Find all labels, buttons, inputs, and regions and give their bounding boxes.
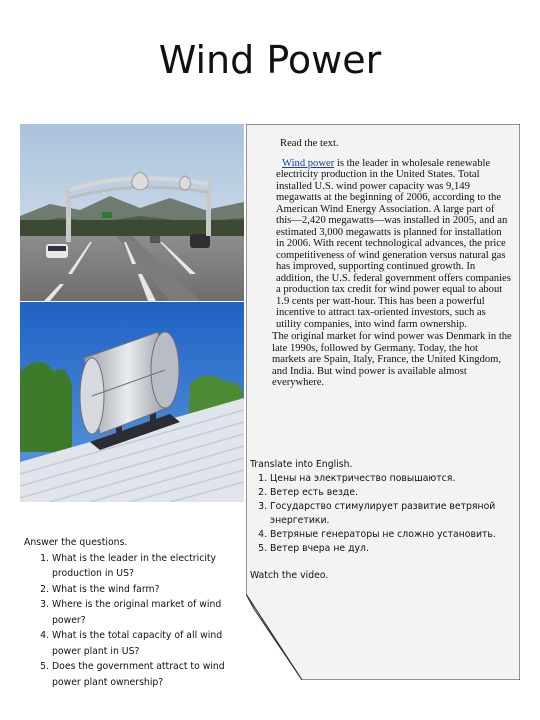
questions-heading: Answer the questions. [24, 537, 128, 548]
highway-wind-turbine-photo [20, 124, 244, 301]
reading-paragraph-2: The original market for wind power was Denmark in the late 1990s, followed by Germany. Today, the hot markets are Spain, Italy, France, the United Kingdom, and India. But wind power is available almost everywhere. [272, 331, 512, 388]
translate-item: 1. Цены на электричество повышаются. [270, 472, 518, 486]
page-title: Wind Power [158, 38, 382, 82]
translate-section [250, 458, 518, 556]
translate-item: 3. Государство стимулирует развитие ветряной энергетики. [270, 500, 518, 528]
question-item: 4. What is the total capacity of all wind power plant in US? [52, 628, 232, 659]
translate-list [250, 472, 518, 556]
translate-item: 4. Ветряные генераторы не сложно установить. [270, 528, 518, 542]
translate-heading: Translate into English. [250, 459, 353, 470]
translate-item: 2. Ветер есть везде. [270, 486, 518, 500]
question-item: 3. Where is the original market of wind power? [52, 597, 232, 628]
paragraph-1-text: is the leader in wholesale renewable electricity production in the United States. Total installed U.S. wind power capacity was 9,149 megawatts at the beginning of 2006, according to the American Wind Energy Association. A large part of this—2,420 megawatts—was installed in 2005, and an estimated 3,000 megawatts is planned for installation in 2006. With recent technological advances, the price competitiveness of wind generation versus natural gas has improved, supporting continued growth. In addition, the U.S. federal government offers companies a production tax credit for wind power equal to about 1.9 cents per watt-hour. This has been a powerful incentive to attract tax-oriented investors, such as utility companies, into wind farm ownership. [276, 157, 511, 330]
reading-paragraph-1 [276, 158, 512, 331]
reading-instruction: Read the text. [280, 138, 339, 149]
questions-list [24, 551, 232, 691]
wind-power-link[interactable]: Wind power [282, 157, 335, 169]
question-item: 1. What is the leader in the electricity production in US? [52, 551, 232, 582]
reading-text [272, 138, 512, 390]
reading-note [246, 124, 520, 680]
question-item: 5. Does the government attract to wind power plant ownership? [52, 659, 232, 690]
roof-wind-turbine-photo [20, 302, 244, 502]
question-item: 2. What is the wind farm? [52, 582, 232, 598]
watch-video-text[interactable]: Watch the video. [250, 570, 329, 581]
translate-item: 5. Ветер вчера не дул. [270, 542, 518, 556]
questions-section [24, 535, 232, 690]
